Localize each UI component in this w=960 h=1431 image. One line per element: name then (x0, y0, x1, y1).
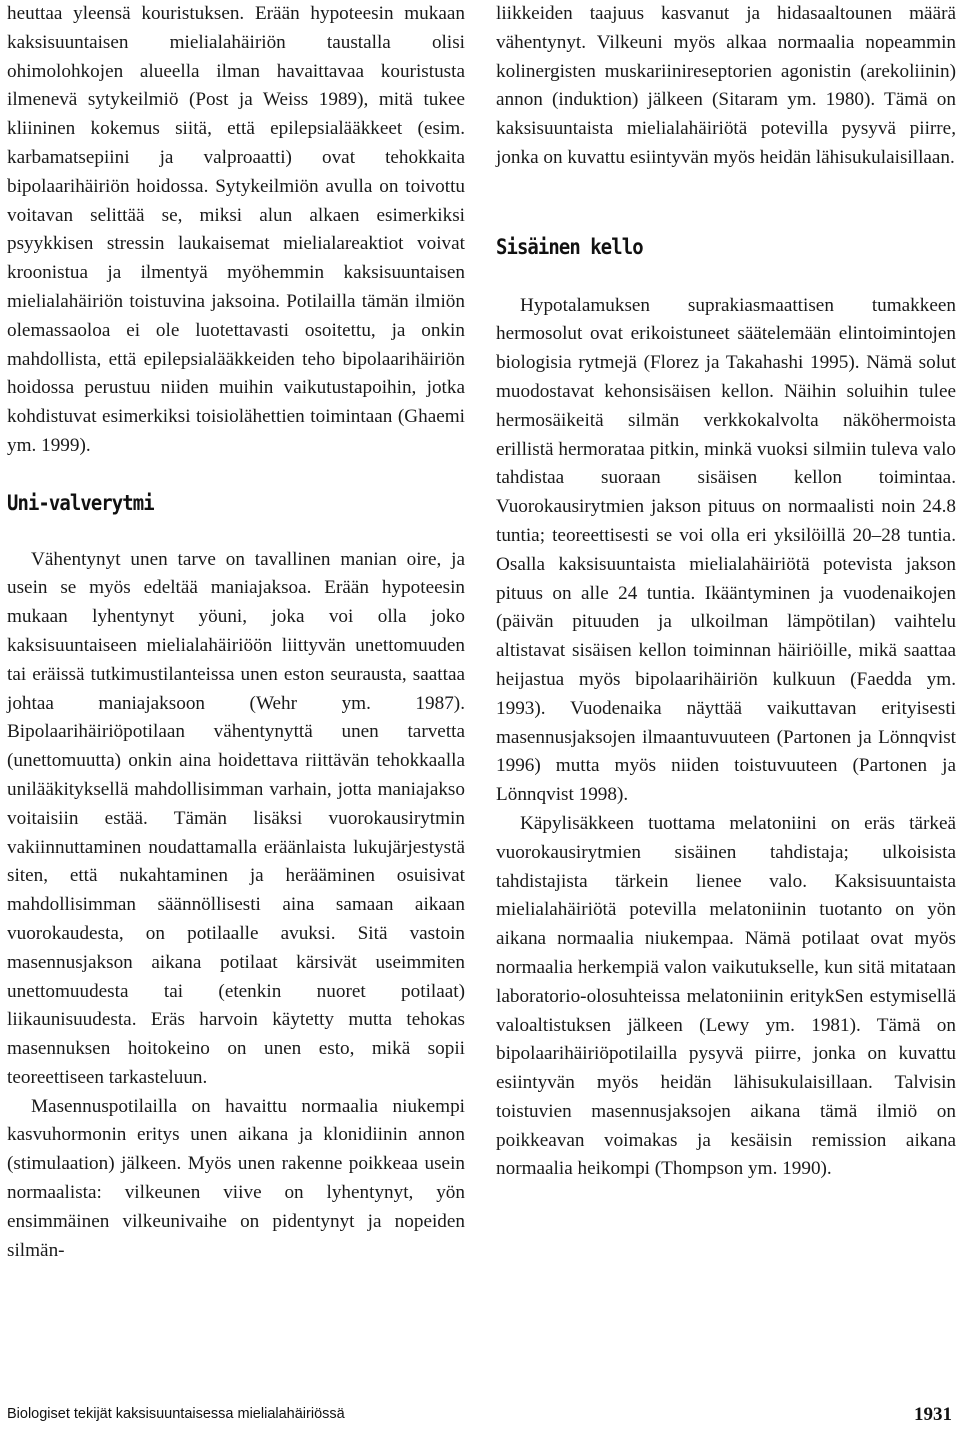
left-column (7, 0, 465, 1265)
section-heading-sisainen-kello: Sisäinen kello (496, 234, 643, 259)
left-paragraph-2: Vähentynyt unen tarve on tavallinen manian oire, ja usein se myös edeltää maniajaksoa. Erään hypoteesin mukaan lyhentynyt yöuni, joka voi olla joko kaksisuuntaiseen mielialahäiriöön liittyvän unettomuuden tai eräissä tutkimustilanteissa unen eston seurausta, saattaa johtaa maniajaksoon (Wehr ym. 1987). Bipolaarihäiriöpotilaan vähentynyttä unen tarvetta (unettomuutta) onkin aina hoidettava riittävän tehokkaalla unilääkityksellä mahdollisimman varhain, jotta maniajakso voitaisiin estää. Tämän lisäksi vuorokausirytmin vakiinnuttaminen noudattamalla eräänlaista lukujärjestystä siten, että nukahtaminen ja herääminen osuisivat mahdollisimman säännöllisesti aina samaan aikaan vuorokaudesta, on potilaalle avuksi. Sitä vastoin masennusjakson aikana potilaat kärsivät useimmiten unettomuudesta tai (etenkin nuoret potilaat) liikaunisuudesta. Eräs harvoin käytetty mutta tehokas masennuksen hoitokeino on unen esto, mikä sopii teoreettiseen tarkasteluun. (7, 548, 465, 1088)
page-footer (7, 1404, 952, 1428)
right-paragraph-3: Käpylisäkkeen tuottama melatoniini on eräs tärkeä vuorokausirytmien sisäinen tahdistaja; ulkoisista tahdistajista tärkein lienee valo. Kaksisuuntaista mielialahäiriötä potevilla melatoniinin tuotanto on yön aikana normaalia niukempaa. Nämä potilaat ovat myös normaalia herkempiä valon vaikutukselle, kun sitä mitataan laboratorio-olosuhteissa melatoniinin eritykSen estymisellä valoaltistuksen jälkeen (Lewy ym. 1981). Tämä on bipolaarihäiriöpotilailla pysyvä piirre, jonka on kuvattu esiintyvän myös heidän lähisukulaisillaan. Talvisin toistuvien masennusjaksojen aikana tämä ilmiö on poikkeavan voimakas ja kesäisin remission aikana normaalia heikompi (Thompson ym. 1990). (496, 812, 956, 1180)
footer-journal-title: Biologiset tekijät kaksisuuntaisessa mielialahäiriössä (7, 1406, 345, 1422)
right-paragraph-2: Hypotalamuksen suprakiasmaattisen tumakkeen hermosolut ovat erikoistuneet säätelemään elintoimintojen biologisia rytmejä (Florez ja Takahashi 1995). Nämä solut muodostavat kehonsisäisen kellon. Näihin soluihin tulee hermosäikeitä silmän verkkokalvolta näköhermoista erillistä hermorataa pitkin, minkä vuoksi silmiin tuleva valo tahdistaa suoraan sisäisen kellon toimintaa. Vuorokausirytmien jakson pituus on normaalisti noin 24.8 tuntia; teoreettisesti se voi olla eri yksilöillä 20–28 tuntia. Osalla kaksisuuntaista mielialahäiriötä potevista jakson pituus on alle 24 tuntia. Ikääntyminen ja vuodenaikojen (päivän pituuden ja ulkoilman lämpötilan) vaihtelu altistavat sisäisen kellon toiminnan häiriöille, mikä saattaa heijastua myös bipolaarihäiriön kulkuun (Faedda ym. 1993). Vuodenaika näyttää vaikuttavan erityisesti masennusjaksojen ilmaantuvuuteen (Partonen ja Lönnqvist 1996) mutta myös niiden toistuvuuteen (Partonen ja Lönnqvist 1998). (496, 294, 956, 806)
left-paragraph-3: Masennuspotilailla on havaittu normaalia niukempi kasvuhormonin eritys unen aikana ja klonidiinin annon (stimulaation) jälkeen. Myös unen rakenne poikkeaa usein normaalista: vilkeunen viive on lyhentynyt, yön ensimmäinen vilkeunivaihe on pidentynyt ja nopeiden silmän- (7, 1095, 465, 1261)
right-column (496, 0, 956, 1184)
right-paragraph-1: liikkeiden taajuus kasvanut ja hidasaaltounen määrä vähentynyt. Vilkeuni myös alkaa normaalia nopeammin kolinergisten muskariinireseptorien agonistin (arekoliinin) annon (induktion) jälkeen (Sitaram ym. 1980). Tämä on kaksisuuntaista mielialahäiriötä potevilla pysyvä piirre, jonka on kuvattu esiintyvän myös heidän lähisukulaisillaan. (496, 3, 956, 168)
page-number: 1931 (914, 1404, 952, 1425)
left-paragraph-1: heuttaa yleensä kouristuksen. Erään hypoteesin mukaan kaksisuuntaisen mielialahäiriön taustalla olisi ohimolohkojen alueella ilman havaittavaa kouristusta ilmenevä sytykeilmiö (Post ja Weiss 1989), mitä tukee kliininen kokemus siitä, että epilepsialääkkeet (esim. karbamatsepiini ja valproaatti) ovat tehokkaita bipolaarihäiriön hoidossa. Sytykeilmiön avulla on toivottu voitavan selittää se, miksi alun alkaen esimerkiksi psyykkisen stressin laukaisemat mielialareaktiot voivat kroonistua ja ilmentyä myöhemmin kaksisuuntaisen mielialahäiriön toistuvina jaksoina. Potilailla tämän ilmiön olemassaoloa ei ole luotettavasti osoitettu, ja onkin mahdollista, että epilepsialääkkeiden teho bipolaarihäiriön hoidossa perustuu niiden muihin vaikutustapoihin, jotka kohdistuvat esimerkiksi toisiolähettien toimintaan (Ghaemi ym. 1999). (7, 3, 465, 456)
section-heading-uni-valverytmi: Uni-valverytmi (7, 490, 154, 515)
